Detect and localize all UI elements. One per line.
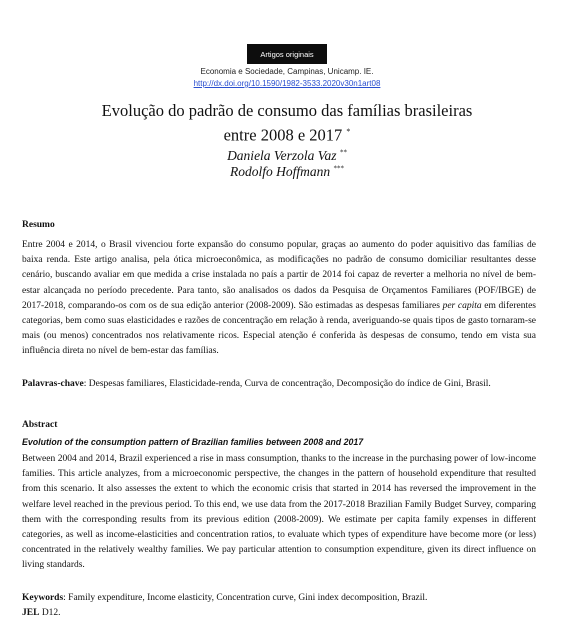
resumo-text-b: em diferentes categorias, bem como suas elasticidades e razões de concentração em relação à renda, averiguando-se quais tipos de gasto tornaram-se mais (ou menos) concentrados nos relativamente ricos. Especial atenção é conferida às despesas de consumo, tendo em vista sua influência direta no nível de bem-estar das famílias. [22,300,537,357]
english-title: Evolution of the consumption pattern of Brazilian families between 2008 and 2017 [22,437,364,447]
abstract-paragraph: Between 2004 and 2014, Brazil experienced a rise in mass consumption, thanks to the increase in the purchasing power of low-income families. This article analyzes, from a microeconomic perspective, the changes in the pattern of household expenditure that resulted from this scenario. It also assesses the extent to which the economic crisis that started in 2014 has reversed the improvement in the welfare level reached in the previous period. To this end, we use data from the 2017-2018 Brazilian Family Budget Survey, comparing them with the corresponding results from its previous edition (2008-2009). We estimate per capita family expenses in different categories, as well as income-elasticities and concentration ratios, to evaluate which types of expenditure have become more (or less) concentrated in the relatively wealthy families. We pay particular attention to consumption expenditure, given its direct influence on living standards. [22,454,536,571]
title-line-2-text: entre 2008 e 2017 [223,125,343,145]
resumo-text-a: Entre 2004 e 2014, o Brasil vivenciou forte expansão do consumo popular, graças ao aumento do poder aquisitivo das famílias de baixa renda. Este artigo analisa, pela ótica microeconômica, as modificações no padrão de consumo domiciliar resultantes desse cenário, buscando avaliar em que medida a crise instalada no país a partir de 2014 foi capaz de reverter a melhoria no nível de bem-estar alcançada no período precedente. Para tanto, são analisados os dados da Pesquisa de Orçamentos Familiares (POF/IBGE) de 2017-2018, comparando-os com os de sua edição anterior (2008-2009). São estimadas as despesas familiares [22,240,536,311]
author-1-footnote-mark[interactable]: ** [339,148,347,157]
doi-link[interactable]: http://dx.doi.org/10.1590/1982-3533.2020v30n1art08 [193,79,381,88]
article-type-badge: Artigos originais [247,44,327,64]
keywords-label: Keywords [22,593,64,603]
palavras-chave-label: Palavras-chave [22,379,84,389]
title-line-1: Evolução do padrão de consumo das famílias brasileiras [101,101,473,120]
author-2-footnote-mark[interactable]: *** [333,164,344,173]
article-title [0,100,574,146]
jel-label: JEL [22,608,40,618]
palavras-chave-list: : Despesas familiares, Elasticidade-renda, Curva de concentração, Decomposição do índice de Gini, Brasil. [83,379,491,389]
resumo-paragraph [22,238,536,360]
author-2 [0,164,574,180]
journal-citation: Economia e Sociedade, Campinas, Unicamp. IE. [200,67,374,76]
jel-value: D12. [39,608,61,618]
keywords-list: : Family expenditure, Income elasticity, Concentration curve, Gini index decomposition, Brazil. [63,593,428,603]
title-footnote-mark[interactable]: * [346,127,351,136]
jel-codes [22,606,536,621]
author-2-name: Rodolfo Hoffmann [230,164,331,179]
abstract-heading: Abstract [22,420,58,430]
author-1 [0,148,574,164]
palavras-chave [22,377,536,392]
author-1-name: Daniela Verzola Vaz [227,148,337,163]
resumo-heading: Resumo [22,220,55,230]
resumo-text-em: per capita [442,300,482,311]
title-line-2 [0,121,574,146]
keywords [22,591,536,606]
